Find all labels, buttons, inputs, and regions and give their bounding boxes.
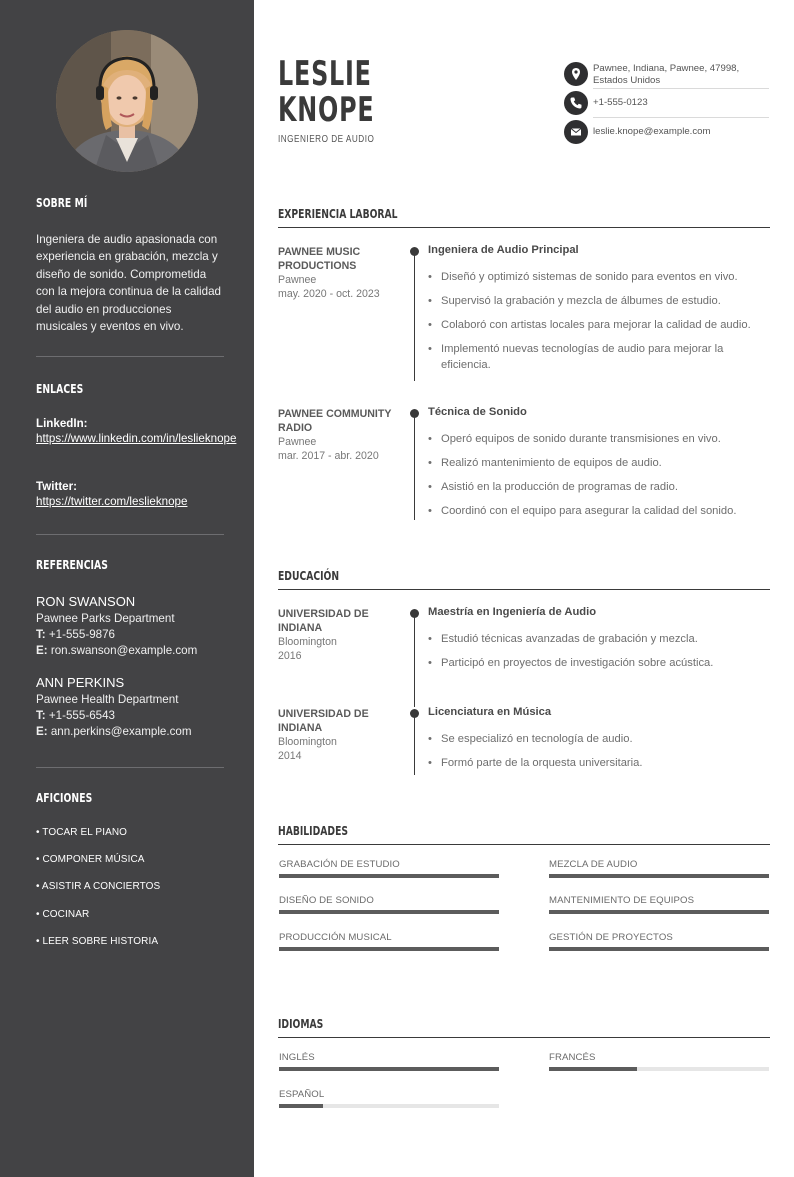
language-bar: [279, 1067, 499, 1071]
skill-label: GRABACIÓN DE ESTUDIO: [279, 859, 400, 870]
skill-bar-fill: [549, 874, 769, 878]
skill-label: MEZCLA DE AUDIO: [549, 859, 638, 870]
sidebar-divider: [36, 356, 224, 357]
skill-bar-fill: [279, 947, 499, 951]
hobby-item: • ASISTIR A CONCIERTOS: [36, 881, 161, 893]
language-bar-fill: [279, 1104, 323, 1108]
about-section: [36, 195, 224, 210]
portrait-photo-icon: [56, 30, 198, 172]
linkedin-link[interactable]: https://www.linkedin.com/in/leslieknope: [36, 432, 237, 445]
entry-location: Pawnee: [278, 274, 317, 286]
skill-item: [549, 859, 769, 878]
sidebar: [0, 0, 254, 1177]
skill-item: [279, 932, 499, 951]
education-heading: EDUCACIÓN: [278, 568, 340, 583]
avatar: [56, 30, 198, 172]
language-label: FRANCÉS: [549, 1052, 596, 1063]
hobbies-heading: AFICIONES: [36, 790, 93, 805]
about-heading: SOBRE MÍ: [36, 195, 88, 210]
skill-label: PRODUCCIÓN MUSICAL: [279, 932, 392, 943]
bullet-item: • Formó parte de la orquesta universitaria.: [428, 755, 770, 771]
location-pin-icon: [564, 62, 588, 86]
skill-bar-fill: [279, 910, 499, 914]
skill-bar-fill: [549, 910, 769, 914]
skill-item: [279, 859, 499, 878]
entry-location: Bloomington: [278, 736, 337, 748]
skill-item: [279, 895, 499, 914]
bullet-item: • Asistió en la producción de programas de radio.: [428, 479, 770, 495]
bullet-item: • Diseñó y optimizó sistemas de sonido para eventos en vivo.: [428, 269, 770, 285]
reference-email: E: ron.swanson@example.com: [36, 644, 198, 657]
about-text: Ingeniera de audio apasionada con experiencia en grabación, mezcla y diseño de sonido. Comprometida con la mejora continua de la calidad del audio en producciones musicales y eventos en vivo.: [36, 233, 221, 334]
bullet-item: • Participó en proyectos de investigación sobre acústica.: [428, 655, 770, 671]
section-rule: [278, 227, 770, 228]
main-content: [254, 0, 794, 1177]
bullet-item: • Realizó mantenimiento de equipos de audio.: [428, 455, 770, 471]
entry-organization: PAWNEE MUSIC PRODUCTIONS Pawnee may. 2020 - oct. 2023: [278, 245, 393, 301]
entry-bullets: [428, 731, 770, 779]
skills-heading: HABILIDADES: [278, 823, 349, 838]
twitter-link[interactable]: https://twitter.com/leslieknope: [36, 495, 188, 508]
section-rule: [278, 844, 770, 845]
skill-label: MANTENIMIENTO DE EQUIPOS: [549, 895, 695, 906]
hobby-item: • LEER SOBRE HISTORIA: [36, 935, 159, 947]
hobbies-section: [36, 790, 224, 805]
links-heading: ENLACES: [36, 381, 84, 396]
email-text[interactable]: leslie.knope@example.com: [593, 126, 711, 137]
experience-heading: EXPERIENCIA LABORAL: [278, 206, 398, 221]
reference-name: RON SWANSON: [36, 594, 136, 609]
timeline-line: [414, 715, 415, 775]
references-section: [36, 557, 224, 572]
sidebar-divider: [36, 767, 224, 768]
entry-dates: may. 2020 - oct. 2023: [278, 288, 380, 300]
language-bar: [279, 1104, 499, 1108]
mail-icon: [564, 120, 588, 144]
hobbies-list: [36, 827, 224, 963]
reference-phone: T: +1-555-9876: [36, 628, 115, 641]
language-item: [279, 1052, 499, 1071]
twitter-label: Twitter:: [36, 480, 78, 493]
skill-label: GESTIÓN DE PROYECTOS: [549, 932, 673, 943]
reference-item: [36, 594, 224, 657]
bullet-item: • Se especializó en tecnología de audio.: [428, 731, 770, 747]
references-heading: REFERENCIAS: [36, 557, 109, 572]
entry-location: Pawnee: [278, 436, 317, 448]
entry-organization: UNIVERSIDAD DE INDIANA Bloomington 2014: [278, 707, 393, 763]
contact-divider: [593, 117, 769, 118]
entry-bullets: [428, 631, 770, 679]
reference-dept: Pawnee Health Department: [36, 693, 179, 706]
skill-bar: [549, 874, 769, 878]
language-bar-fill: [549, 1067, 637, 1071]
contact-divider: [593, 88, 769, 89]
entry-organization: PAWNEE COMMUNITY RADIO Pawnee mar. 2017 - abr. 2020: [278, 408, 392, 462]
bullet-item: • Colaboró con artistas locales para mejorar la calidad de audio.: [428, 317, 770, 333]
skill-bar-fill: [279, 874, 499, 878]
timeline-line: [414, 615, 415, 707]
reference-name: ANN PERKINS: [36, 675, 125, 690]
reference-dept: Pawnee Parks Department: [36, 612, 175, 625]
hobby-item: • COMPONER MÚSICA: [36, 854, 145, 866]
entry-organization: UNIVERSIDAD DE INDIANA Bloomington 2016: [278, 607, 393, 663]
section-rule: [278, 589, 770, 590]
skill-label: DISEÑO DE SONIDO: [279, 895, 374, 906]
skill-item: [549, 895, 769, 914]
reference-item: [36, 675, 224, 738]
skill-item: [549, 932, 769, 951]
section-rule: [278, 1037, 770, 1038]
person-name: LESLIE KNOPE: [278, 54, 375, 130]
bullet-item: • Operó equipos de sonido durante transmisiones en vivo.: [428, 431, 770, 447]
twitter-link-group: [36, 480, 224, 510]
entry-dates: 2016: [278, 650, 302, 662]
entry-dates: 2014: [278, 750, 302, 762]
bullet-item: • Coordinó con el equipo para asegurar la calidad del sonido.: [428, 503, 770, 519]
language-item: [549, 1052, 769, 1071]
languages-heading: IDIOMAS: [278, 1016, 324, 1031]
phone-icon: [564, 91, 588, 115]
hobby-item: • COCINAR: [36, 908, 90, 920]
entry-title: Técnica de Sonido: [428, 406, 527, 418]
bullet-item: • Estudió técnicas avanzadas de grabación y mezcla.: [428, 631, 770, 647]
phone-text: +1-555-0123: [593, 97, 648, 108]
linkedin-label: LinkedIn:: [36, 417, 88, 430]
reference-email: E: ann.perkins@example.com: [36, 725, 192, 738]
entry-title: Ingeniera de Audio Principal: [428, 244, 579, 256]
language-label: ESPAÑOL: [279, 1089, 325, 1100]
entry-title: Maestría en Ingeniería de Audio: [428, 606, 597, 618]
timeline-line: [414, 253, 415, 381]
linkedin-link-group: [36, 417, 237, 447]
address-text: Pawnee, Indiana, Pawnee, 47998, Estados Unidos: [593, 63, 740, 86]
language-label: INGLÉS: [279, 1052, 315, 1063]
skill-bar: [279, 874, 499, 878]
reference-phone: T: +1-555-6543: [36, 709, 115, 722]
sidebar-divider: [36, 534, 224, 535]
job-role: INGENIERO DE AUDIO: [278, 134, 375, 145]
language-bar: [549, 1067, 769, 1071]
skill-bar: [549, 910, 769, 914]
links-section: [36, 381, 224, 396]
entry-location: Bloomington: [278, 636, 337, 648]
language-item: [279, 1089, 499, 1108]
skill-bar-fill: [549, 947, 769, 951]
entry-dates: mar. 2017 - abr. 2020: [278, 450, 379, 462]
language-bar-fill: [279, 1067, 499, 1071]
entry-bullets: [428, 431, 770, 527]
entry-title: Licenciatura en Música: [428, 706, 552, 718]
bullet-item: • Implementó nuevas tecnologías de audio para mejorar la eficiencia.: [428, 341, 770, 373]
skill-bar: [549, 947, 769, 951]
skill-bar: [279, 947, 499, 951]
entry-bullets: [428, 269, 770, 381]
skill-bar: [279, 910, 499, 914]
timeline-line: [414, 415, 415, 520]
bullet-item: • Supervisó la grabación y mezcla de álbumes de estudio.: [428, 293, 770, 309]
hobby-item: • TOCAR EL PIANO: [36, 827, 128, 838]
